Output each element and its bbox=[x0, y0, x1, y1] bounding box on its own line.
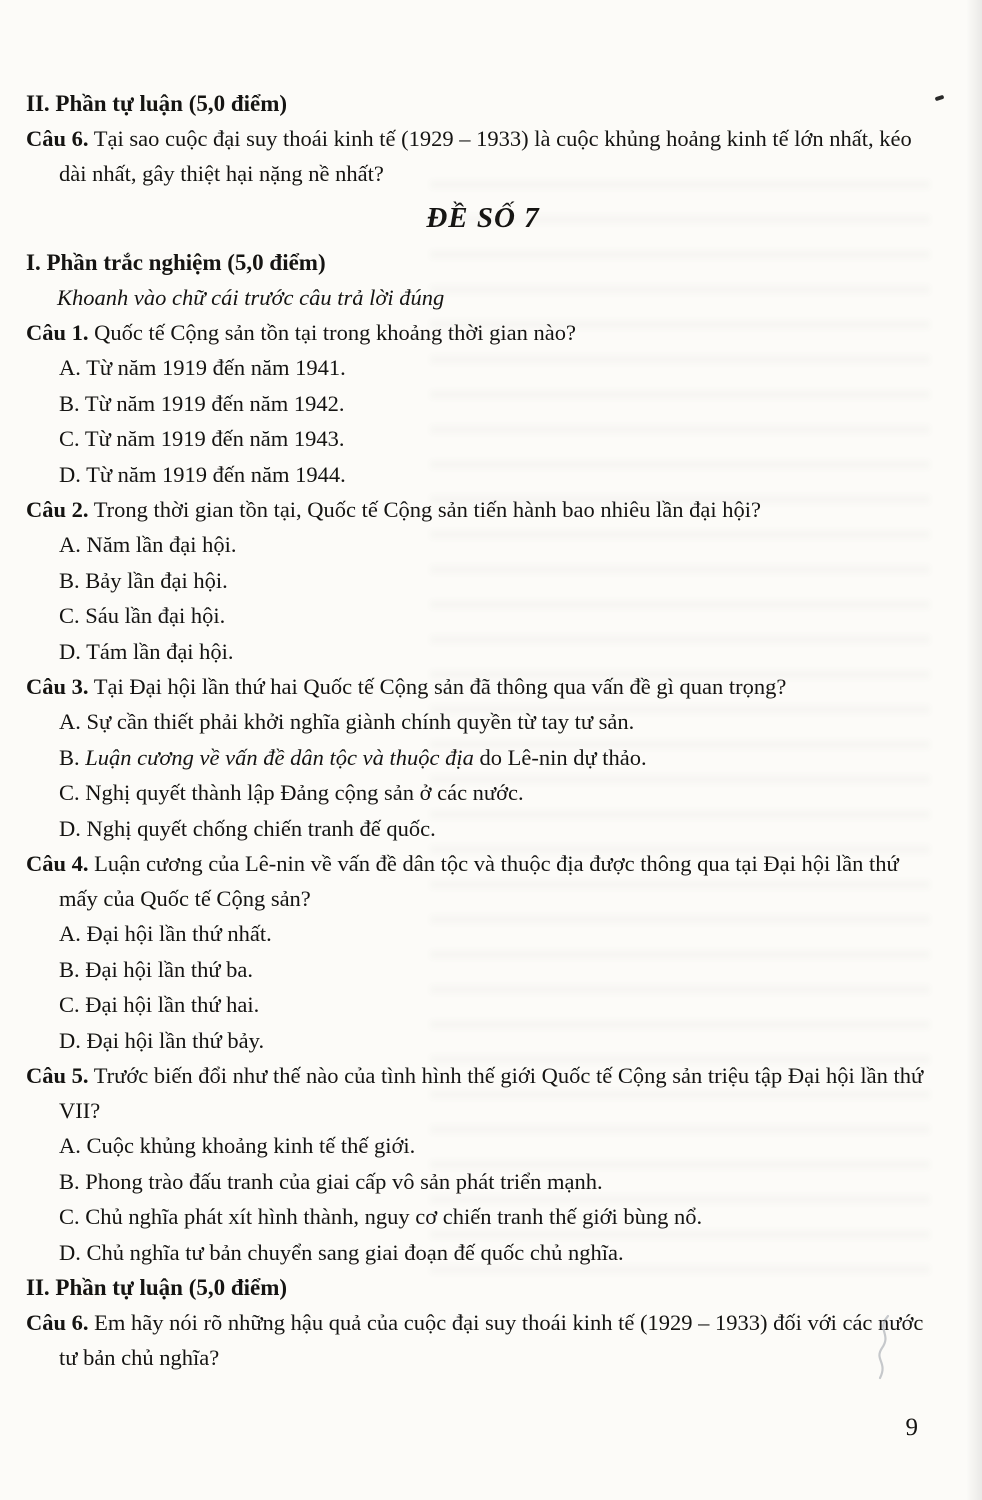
option-text: Từ năm 1919 đến năm 1943. bbox=[84, 426, 345, 451]
question-text: Trước biến đổi như thế nào của tình hình thế giới Quốc tế Cộng sản triệu tập Đại hội lần thứ VII? bbox=[59, 1063, 924, 1123]
option-c bbox=[59, 775, 940, 811]
option-text: Chủ nghĩa phát xít hình thành, nguy cơ chiến tranh thế giới bùng nổ. bbox=[85, 1204, 703, 1229]
option-c bbox=[59, 987, 940, 1023]
mc-instruction: Khoanh vào chữ cái trước câu trả lời đúng bbox=[57, 285, 445, 310]
question-text: Tại sao cuộc đại suy thoái kinh tế (1929 – 1933) là cuộc khủng hoảng kinh tế lớn nhất, kéo dài nhất, gây thiệt hại nặng nề nhất? bbox=[59, 126, 912, 186]
previous-exam-essay-section bbox=[26, 86, 940, 191]
question-label: Câu 2. bbox=[26, 497, 89, 522]
option-d bbox=[59, 1235, 940, 1271]
essay-section-heading: II. Phần tự luận (5,0 điểm) bbox=[26, 1275, 288, 1300]
question-2 bbox=[26, 492, 940, 669]
option-letter: D. bbox=[59, 461, 81, 487]
option-text: Sáu lần đại hội. bbox=[85, 603, 226, 628]
option-text: Tám lần đại hội. bbox=[86, 638, 234, 664]
option-letter: A. bbox=[59, 921, 81, 946]
option-text: do Lê-nin dự thảo. bbox=[473, 744, 647, 770]
option-b bbox=[59, 563, 940, 599]
option-b bbox=[59, 740, 940, 776]
question-label: Câu 1. bbox=[26, 320, 89, 345]
question-stem bbox=[26, 669, 940, 704]
option-letter: C. bbox=[59, 603, 80, 628]
question-3 bbox=[26, 669, 940, 846]
option-letter: D. bbox=[59, 815, 81, 841]
option-letter: A. bbox=[59, 1133, 81, 1158]
option-text: Cuộc khủng khoảng kinh tế thế giới. bbox=[86, 1133, 416, 1158]
exam-title: ĐỀ SỐ 7 bbox=[426, 202, 540, 234]
option-d bbox=[59, 457, 940, 493]
question-label: Câu 4. bbox=[26, 851, 89, 876]
question-text: Trong thời gian tồn tại, Quốc tế Cộng sản tiến hành bao nhiêu lần đại hội? bbox=[93, 497, 761, 522]
option-text: Đại hội lần thứ bảy. bbox=[86, 1027, 265, 1053]
option-text: Từ năm 1919 đến năm 1944. bbox=[86, 461, 346, 487]
option-text: Sự cần thiết phải khởi nghĩa giành chính quyền từ tay tư sản. bbox=[86, 709, 635, 734]
option-b bbox=[59, 1164, 940, 1200]
question-text: Em hãy nói rõ những hậu quả của cuộc đại suy thoái kinh tế (1929 – 1933) đối với các nước tư bản chủ nghĩa? bbox=[59, 1310, 924, 1370]
question-stem bbox=[26, 1058, 940, 1128]
option-a bbox=[59, 704, 940, 740]
question-1 bbox=[26, 315, 940, 492]
question-text: Tại Đại hội lần thứ hai Quốc tế Cộng sản đã thông qua vấn đề gì quan trọng? bbox=[93, 674, 787, 699]
scan-edge-shadow bbox=[966, 0, 982, 1500]
page-number: 9 bbox=[905, 1414, 918, 1441]
option-a bbox=[59, 350, 940, 386]
question-label: Câu 3. bbox=[26, 674, 89, 699]
option-letter: C. bbox=[59, 426, 80, 451]
option-letter: A. bbox=[59, 709, 81, 734]
option-letter: B. bbox=[59, 744, 80, 770]
option-text: Năm lần đại hội. bbox=[86, 532, 237, 557]
option-a bbox=[59, 1128, 940, 1164]
option-text: Nghị quyết chống chiến tranh đế quốc. bbox=[86, 815, 436, 841]
option-text: Nghị quyết thành lập Đảng cộng sản ở các nước. bbox=[85, 780, 524, 805]
option-text: Từ năm 1919 đến năm 1942. bbox=[84, 390, 345, 416]
essay-question bbox=[26, 121, 940, 191]
option-letter: B. bbox=[59, 390, 80, 416]
option-letter: C. bbox=[59, 992, 80, 1017]
question-text: Luận cương của Lê-nin về vấn đề dân tộc và thuộc địa được thông qua tại Đại hội lần thứ mấy của Quốc tế Cộng sản? bbox=[59, 851, 899, 911]
essay-section-heading: II. Phần tự luận (5,0 điểm) bbox=[26, 91, 288, 116]
question-5 bbox=[26, 1058, 940, 1270]
essay-question bbox=[26, 1305, 940, 1375]
option-letter: A. bbox=[59, 532, 81, 557]
option-text: Đại hội lần thứ nhất. bbox=[86, 921, 272, 946]
question-stem bbox=[26, 315, 940, 350]
option-b bbox=[59, 386, 940, 422]
option-c bbox=[59, 421, 940, 457]
option-text: Đại hội lần thứ hai. bbox=[85, 992, 260, 1017]
mc-section-heading: I. Phần trắc nghiệm (5,0 điểm) bbox=[26, 250, 326, 275]
option-text: Từ năm 1919 đến năm 1941. bbox=[86, 355, 346, 380]
question-label: Câu 5. bbox=[26, 1063, 89, 1088]
option-b bbox=[59, 952, 940, 988]
option-letter: C. bbox=[59, 780, 80, 805]
option-letter: B. bbox=[59, 956, 80, 982]
option-letter: B. bbox=[59, 567, 80, 593]
question-label: Câu 6. bbox=[26, 1310, 89, 1335]
option-d bbox=[59, 1023, 940, 1059]
question-stem bbox=[26, 846, 940, 916]
option-letter: D. bbox=[59, 1027, 81, 1053]
option-text: Bảy lần đại hội. bbox=[85, 567, 228, 593]
option-text: Đại hội lần thứ ba. bbox=[85, 956, 254, 982]
option-letter: D. bbox=[59, 638, 81, 664]
question-4 bbox=[26, 846, 940, 1058]
option-text: Phong trào đấu tranh của giai cấp vô sản phát triển mạnh. bbox=[85, 1168, 603, 1194]
option-italic-text: Luận cương về vấn đề dân tộc và thuộc địa bbox=[85, 744, 474, 770]
option-letter: A. bbox=[59, 355, 81, 380]
option-a bbox=[59, 527, 940, 563]
question-stem bbox=[26, 492, 940, 527]
essay-section bbox=[26, 1270, 940, 1375]
option-c bbox=[59, 598, 940, 634]
option-text: Chủ nghĩa tư bản chuyển sang giai đoạn đế quốc chủ nghĩa. bbox=[86, 1239, 624, 1265]
pencil-mark bbox=[858, 1312, 904, 1382]
option-a bbox=[59, 916, 940, 952]
question-text: Quốc tế Cộng sản tồn tại trong khoảng thời gian nào? bbox=[94, 320, 576, 345]
option-d bbox=[59, 811, 940, 847]
option-letter: B. bbox=[59, 1168, 80, 1194]
question-label: Câu 6. bbox=[26, 126, 89, 151]
option-c bbox=[59, 1199, 940, 1235]
option-letter: D. bbox=[59, 1239, 81, 1265]
option-letter: C. bbox=[59, 1204, 80, 1229]
option-d bbox=[59, 634, 940, 670]
